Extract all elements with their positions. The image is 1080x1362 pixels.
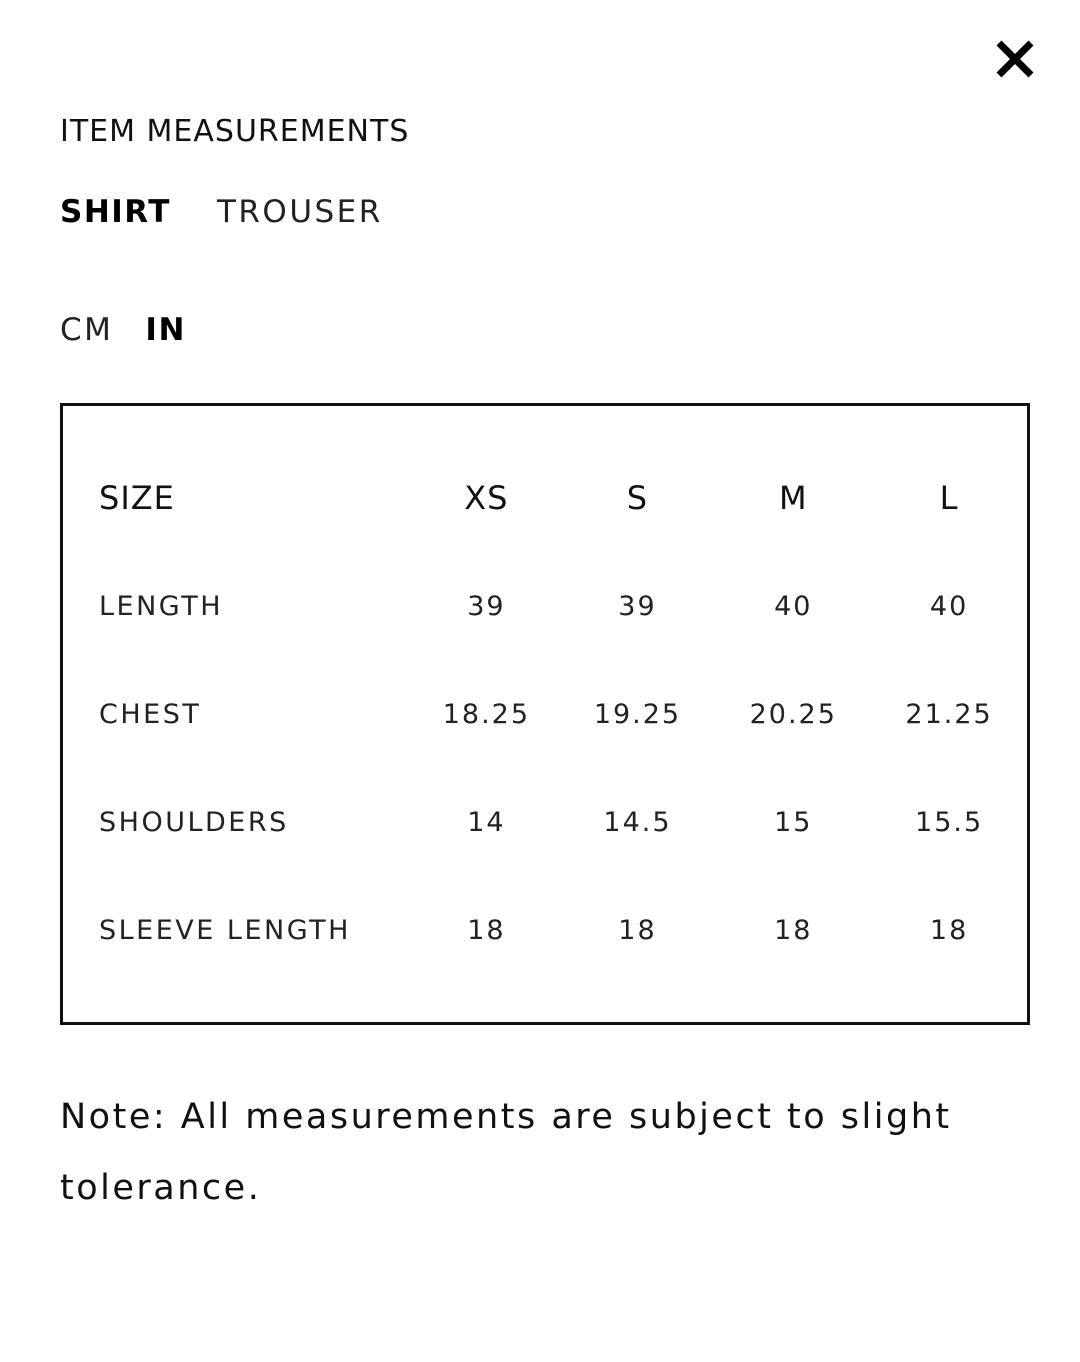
table-cell: 39 <box>467 590 506 622</box>
size-column-header: S <box>626 479 649 517</box>
table-cell: 18.25 <box>442 698 531 730</box>
size-header: SIZE <box>99 479 175 517</box>
size-table <box>99 444 1027 984</box>
table-cell: 18 <box>774 914 813 946</box>
table-row <box>99 876 1027 984</box>
row-label: CHEST <box>99 698 202 730</box>
close-button[interactable] <box>990 34 1040 84</box>
table-cell: 40 <box>774 590 813 622</box>
size-chart <box>60 403 1030 1025</box>
close-icon <box>990 34 1040 84</box>
table-cell: 39 <box>618 590 657 622</box>
row-label: SHOULDERS <box>99 806 289 838</box>
unit-tab-cm[interactable]: CM <box>60 312 114 348</box>
measurement-note: Note: All measurements are subject to slight tolerance. <box>60 1097 952 1208</box>
table-cell: 18 <box>618 914 657 946</box>
table-cell: 14 <box>467 806 506 838</box>
tab-shirt[interactable]: SHIRT <box>60 194 171 230</box>
table-cell: 14.5 <box>603 806 672 838</box>
page-title: ITEM MEASUREMENTS <box>60 114 410 149</box>
table-cell: 21.25 <box>905 698 993 730</box>
table-header-row <box>99 444 1027 552</box>
unit-tab-in[interactable]: IN <box>145 312 186 348</box>
table-cell: 18 <box>929 914 969 946</box>
table-cell: 40 <box>929 590 969 622</box>
table-cell: 15.5 <box>915 806 984 838</box>
table-row <box>99 768 1027 876</box>
table-cell: 18 <box>467 914 506 946</box>
tab-trouser[interactable]: TROUSER <box>216 194 383 230</box>
table-cell: 15 <box>774 806 813 838</box>
row-label: SLEEVE LENGTH <box>99 914 351 946</box>
table-row <box>99 552 1027 660</box>
size-column-header: L <box>939 479 959 517</box>
row-label: LENGTH <box>99 590 224 622</box>
product-tabs <box>60 194 383 230</box>
size-column-header: M <box>778 479 808 517</box>
unit-tabs <box>60 312 186 348</box>
table-cell: 20.25 <box>749 698 837 730</box>
table-row <box>99 660 1027 768</box>
size-column-header: XS <box>464 479 509 517</box>
table-cell: 19.25 <box>593 698 682 730</box>
